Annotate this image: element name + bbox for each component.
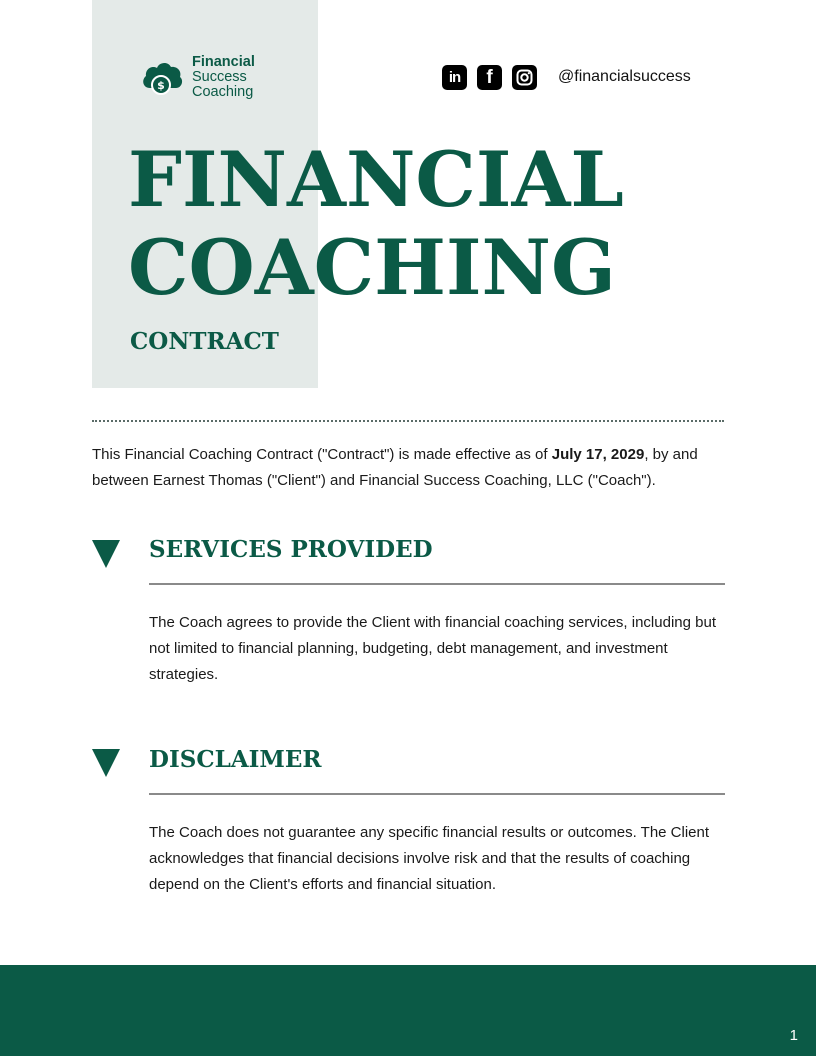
facebook-icon[interactable]: f xyxy=(477,65,502,90)
footer-bar xyxy=(0,965,816,1056)
dotted-divider xyxy=(92,420,724,422)
section-body-services: The Coach agrees to provide the Client with financial coaching services, including but not limited to financial planning, budgeting, debt management, and investment strategies. xyxy=(149,614,716,683)
cloud-dollar-icon xyxy=(140,58,184,98)
section-marker-triangle xyxy=(92,540,120,568)
intro-text-start: This Financial Coaching Contract ("Contract") is made effective as of xyxy=(92,446,552,463)
section-marker-triangle xyxy=(92,749,120,777)
title-line-1: FINANCIAL xyxy=(128,135,624,224)
title-line-2: COACHING xyxy=(128,223,616,312)
effective-date: July 17, 2029 xyxy=(551,446,645,463)
brand-name xyxy=(192,55,255,100)
brand-name-line1: Financial xyxy=(192,54,255,70)
social-handle[interactable]: @financialsuccess xyxy=(558,68,691,85)
document-subtitle: CONTRACT xyxy=(130,328,279,355)
document-title xyxy=(128,136,624,312)
section-body-disclaimer: The Coach does not guarantee any specific financial results or outcomes. The Client acknowledges that financial decisions involve risk and that the results of coaching depend on the Client's efforts and financial situation. xyxy=(149,824,710,893)
linkedin-icon[interactable]: in xyxy=(442,65,467,90)
brand-logo xyxy=(140,55,255,100)
intro-text-end: , by and between Earnest Thomas ("Client") and Financial Success Coaching, LLC ("Coach"). xyxy=(92,446,698,489)
brand-name-line2: Success xyxy=(192,69,247,85)
brand-name-line3: Coaching xyxy=(192,84,254,100)
page-number: 1 xyxy=(789,1027,798,1044)
intro-paragraph xyxy=(92,442,732,494)
instagram-icon[interactable] xyxy=(512,65,537,90)
section-rule xyxy=(149,583,725,585)
social-icons xyxy=(442,65,547,90)
section-title-services: SERVICES PROVIDED xyxy=(149,536,433,563)
svg-text:$: $ xyxy=(157,78,165,92)
section-title-disclaimer: DISCLAIMER xyxy=(149,746,322,773)
section-rule xyxy=(149,793,725,795)
